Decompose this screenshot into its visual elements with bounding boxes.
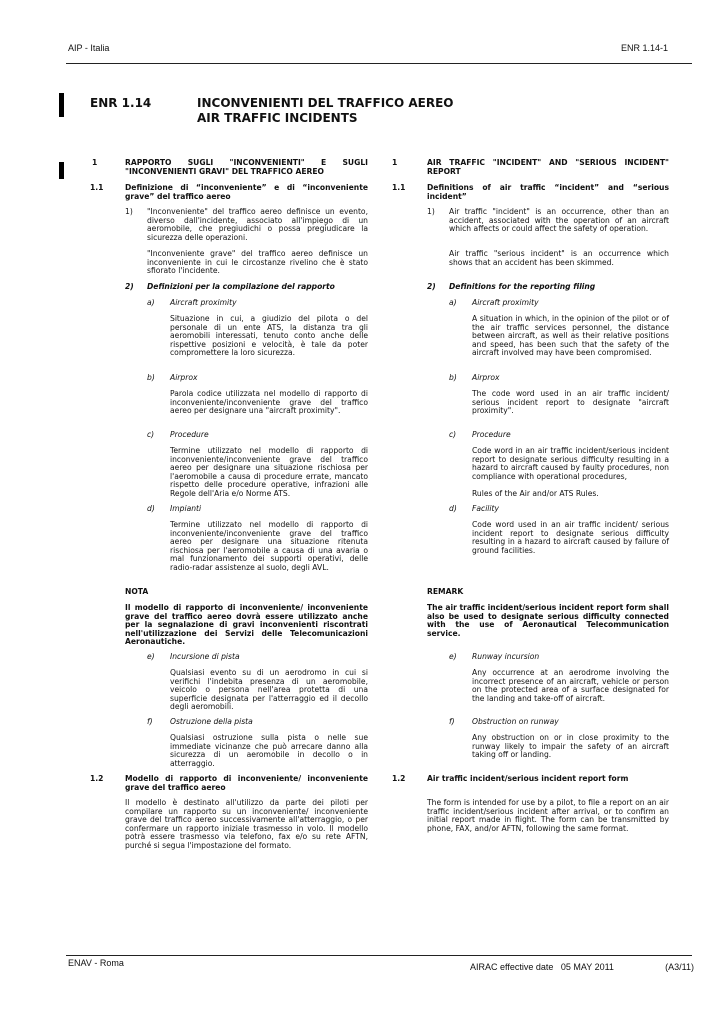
- change-bar: [59, 162, 64, 179]
- paragraph-number: 2): [125, 282, 134, 291]
- item-label: a): [449, 298, 457, 307]
- chapter-code: ENR 1.14: [90, 96, 152, 110]
- subsection-number: 1.2: [90, 774, 104, 783]
- item-text: A situation in which, in the opinion of the pilot or of the air traffic services personnel, the distance between aircraft, as well as their relative positions and speed, has been such that the safety of the aircraft involved may have been compromised.: [472, 314, 669, 357]
- item-text: Any occurrence at an aerodrome involving the incorrect presence of an aircraft, vehicle or person on the protected area of a surface designated for the landing and take-off of aircraft.: [472, 668, 669, 703]
- footer-left: ENAV - Roma: [68, 958, 124, 968]
- item-label: a): [147, 298, 155, 307]
- header-right: ENR 1.14-1: [620, 43, 668, 53]
- subsection-title: Modello di rapporto di inconveniente/ inconveniente grave del traffico aereo: [125, 774, 368, 792]
- item-title: Aircraft proximity: [472, 298, 539, 307]
- subsection-number: 1.1: [392, 183, 406, 192]
- item-label: b): [147, 373, 155, 382]
- item-text: Code word in an air traffic incident/serious incident report to designate serious difficulty resulting in a hazard to aircraft caused by faulty procedures, non compliance with operational procedures,: [472, 446, 669, 481]
- item-text: Termine utilizzato nel modello di rapporto di inconveniente/inconveniente grave del traffico aereo per designare una situazione ritenuta rischiosa per l'aeromobile a causa di una avaria o mal funzionamento dei supporti operativi, delle radio-radar assistenze al suolo, degli AVL.: [170, 520, 368, 572]
- note-text: The air traffic incident/serious incident report form shall also be used to designate serious difficulty connected with the use of Aeronautical Telecommunication service.: [427, 603, 669, 638]
- note-title: NOTA: [125, 587, 149, 596]
- paragraph-text: Air traffic "incident" is an occurrence, other than an accident, associated with the operation of an aircraft which affects or could affect the safety of operation.: [449, 207, 669, 233]
- paragraph-text: "Inconveniente grave" del traffico aereo definisce un inconveniente in cui le circostanze rivelino che è stato sfiorato l'incidente.: [147, 249, 368, 275]
- subsection-title: Definizione di “inconveniente” e di “inconveniente grave” del traffico aereo: [125, 183, 368, 201]
- note-title: REMARK: [427, 587, 464, 596]
- item-title: Obstruction on runway: [472, 717, 559, 726]
- footer-amendment: (A3/11): [665, 962, 694, 972]
- subsection-text: The form is intended for use by a pilot, to file a report on an air traffic incident/serious incident after arrival, or to confirm an initial report made in flight. The form can be transmitted by phone, FAX, and/or AFTN, following the same format.: [427, 798, 669, 833]
- subsection-title: Definitions of air traffic “incident” and “serious incident”: [427, 183, 669, 201]
- item-text: The code word used in an air traffic incident/ serious incident report to designate "aircraft proximity".: [472, 389, 669, 415]
- item-title: Airprox: [472, 373, 500, 382]
- item-title: Incursione di pista: [170, 652, 240, 661]
- item-text: Parola codice utilizzata nel modello di rapporto di inconveniente/inconveniente grave del traffico aereo per designare una "aircraft proximity".: [170, 389, 368, 415]
- subsection-number: 1.1: [90, 183, 104, 192]
- header-rule: [66, 63, 692, 64]
- change-bar: [59, 93, 64, 117]
- item-label: c): [449, 430, 457, 439]
- item-label: f): [449, 717, 455, 726]
- item-title: Ostruzione della pista: [170, 717, 253, 726]
- paragraph-number: 2): [427, 282, 436, 291]
- item-title: Procedure: [472, 430, 511, 439]
- item-text: Qualsiasi ostruzione sulla pista o nelle sue immediate vicinanze che può arrecare danno alla sicurezza di un aeromobile in decollo o in atterraggio.: [170, 733, 368, 768]
- section-title: AIR TRAFFIC "INCIDENT" AND "SERIOUS INCIDENT" REPORT: [427, 158, 669, 176]
- subsection-number: 1.2: [392, 774, 406, 783]
- item-title: Procedure: [170, 430, 209, 439]
- item-title: Impianti: [170, 504, 202, 513]
- subsection-text: Il modello è destinato all'utilizzo da parte dei piloti per compilare un rapporto su un inconveniente/ inconveniente grave del traffico aereo successivamente all'atterraggio, o per confermare un rapporto iniziale trasmesso in volo. Il modello potrà essere trasmesso via telefono, fax e/o su rete AFTN, purché si segua l'impostazione del formato.: [125, 798, 368, 850]
- header-left: AIP - Italia: [68, 43, 110, 53]
- item-title: Runway incursion: [472, 652, 540, 661]
- item-label: c): [147, 430, 155, 439]
- item-title: Facility: [472, 504, 499, 513]
- item-text: Termine utilizzato nel modello di rapporto di inconveniente/inconveniente grave del traffico aereo per designare una situazione rischiosa per l'aeromobile a causa di procedure errate, mancato rispetto delle procedure operative, infrazioni alle Regole dell'Aria e/o Norme ATS.: [170, 446, 368, 498]
- footer-rule: [66, 955, 692, 956]
- section-title: RAPPORTO SUGLI "INCONVENIENTI" E SUGLI "INCONVENIENTI GRAVI" DEL TRAFFICO AEREO: [125, 158, 368, 176]
- chapter-title-en: AIR TRAFFIC INCIDENTS: [197, 111, 358, 125]
- paragraph-number: 1): [125, 207, 133, 216]
- item-label: f): [147, 717, 153, 726]
- item-text: Situazione in cui, a giudizio del pilota o del personale di un ente ATS, la distanza tra gli aeromobili interessati, tenuto conto anche delle rispettive posizioni e velocità, è tale da poter compromettere la loro sicurezza.: [170, 314, 368, 357]
- item-label: b): [449, 373, 457, 382]
- item-text: Code word used in an air traffic incident/ serious incident report to designate serious difficulty resulting in a hazard to aircraft caused by failure of ground facilities.: [472, 520, 669, 555]
- item-text: Any obstruction on or in close proximity to the runway likely to impair the safety of an aircraft taking off or landing.: [472, 733, 669, 759]
- paragraph-number: 1): [427, 207, 435, 216]
- footer-effective-date: AIRAC effective date 05 MAY 2011: [470, 962, 614, 972]
- section-number: 1: [392, 158, 398, 167]
- item-label: e): [449, 652, 457, 661]
- paragraph-title: Definitions for the reporting filing: [449, 282, 596, 291]
- item-label: d): [147, 504, 155, 513]
- item-title: Aircraft proximity: [170, 298, 237, 307]
- section-number: 1: [92, 158, 98, 167]
- chapter-title-it: INCONVENIENTI DEL TRAFFICO AEREO: [197, 96, 454, 110]
- note-text: Il modello di rapporto di inconveniente/ inconveniente grave del traffico aereo dovrà essere utilizzato anche per la segnalazione di gravi inconvenienti riscontrati nell'utilizzazione dei Servizi delle Telecomunicazioni Aeronautiche.: [125, 603, 368, 646]
- item-text: Qualsiasi evento su di un aerodromo in cui si verifichi l'indebita presenza di un aeromobile, veicolo o persona nell'area protetta di una superficie designata per l'atterraggio ed il decollo degli aeromobili.: [170, 668, 368, 711]
- paragraph-text: Air traffic "serious incident" is an occurrence which shows that an accident has been skimmed.: [449, 249, 669, 267]
- item-label: e): [147, 652, 155, 661]
- paragraph-title: Definizioni per la compilazione del rapporto: [147, 282, 335, 291]
- item-text-continued: Rules of the Air and/or ATS Rules.: [472, 489, 599, 498]
- subsection-title: Air traffic incident/serious incident report form: [427, 774, 629, 783]
- paragraph-text: "Inconveniente" del traffico aereo definisce un evento, diverso dall'incidente, associato all'impiego di un aeromobile, che pregiudichi o possa pregiudicare la sicurezza delle operazioni.: [147, 207, 368, 242]
- item-title: Airprox: [170, 373, 198, 382]
- item-label: d): [449, 504, 457, 513]
